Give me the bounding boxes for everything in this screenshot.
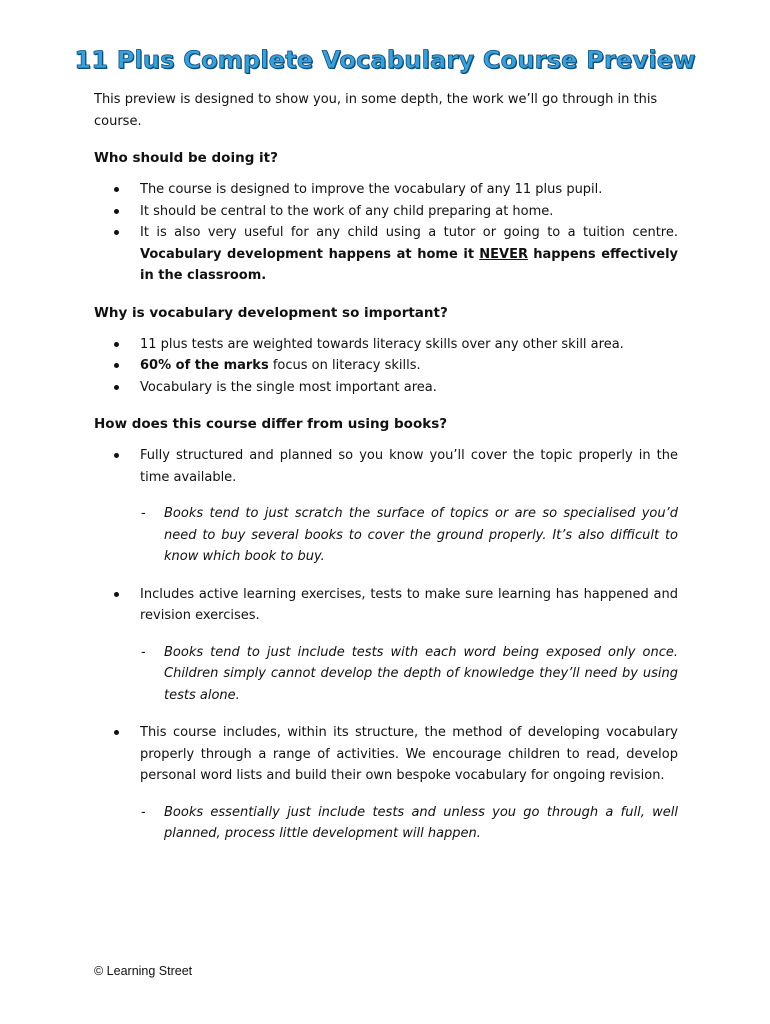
document-body — [94, 89, 678, 849]
list-item: Includes active learning exercises, tests to make sure learning has happened and revision exercises. — [94, 584, 678, 627]
emphasis-text: happens effectively in the classroom. — [140, 246, 678, 283]
emphasis-text: Vocabulary development happens at home it — [140, 246, 475, 262]
list-item: The course is designed to improve the vocabulary of any 11 plus pupil. — [94, 179, 678, 201]
who-list — [94, 179, 678, 287]
bullet-icon — [114, 230, 119, 235]
list-item: It is also very useful for any child using a tutor or going to a tuition centre. Vocabulary development happens at home it NEVER happens effectively in the classroom. — [94, 222, 678, 287]
dash-marker: - — [141, 506, 146, 521]
section-heading-why: Why is vocabulary development so important? — [94, 304, 448, 321]
books-note: - Books tend to just include tests with each word being exposed only once. Children simply cannot develop the depth of knowledge they’ll need by using tests alone. — [94, 642, 678, 707]
how-list-3 — [94, 722, 678, 787]
section-heading-how: How does this course differ from using books? — [94, 416, 448, 432]
intro-paragraph: This preview is designed to show you, in some depth, the work we’ll go through in this course. — [94, 92, 658, 129]
list-item: This course includes, within its structure, the method of developing vocabulary properly through a range of activities. We encourage children to read, develop personal word lists and build their own bespoke vocabulary for ongoing revision. — [94, 722, 678, 787]
bullet-icon — [114, 363, 119, 368]
dash-marker: - — [141, 804, 146, 820]
why-list — [94, 334, 678, 399]
list-item: 60% of the marks focus on literacy skills. — [94, 355, 678, 377]
bullet-icon — [114, 342, 119, 347]
bullet-icon — [114, 209, 119, 214]
how-list — [94, 445, 678, 488]
section-heading-who: Who should be doing it? — [94, 150, 278, 166]
list-item: It should be central to the work of any child preparing at home. — [94, 201, 678, 223]
books-note: - Books tend to just scratch the surface of topics or are so specialised you’d need to buy several books to cover the ground properly. It’s also difficult to know which book to buy. — [94, 503, 678, 568]
dash-marker: - — [141, 644, 146, 660]
copyright-footer: © Learning Street — [94, 964, 193, 978]
bullet-icon — [114, 730, 119, 735]
list-item: 11 plus tests are weighted towards literacy skills over any other skill area. — [94, 334, 678, 356]
bullet-icon — [114, 187, 119, 192]
books-note: - Books essentially just include tests and unless you go through a full, well planned, process little development will happen. — [94, 802, 678, 845]
list-item: Vocabulary is the single most important area. — [94, 377, 678, 399]
bullet-icon — [114, 592, 119, 597]
bullet-icon — [114, 385, 119, 390]
page-title: 11 Plus Complete Vocabulary Course Preview — [74, 46, 696, 74]
bullet-icon — [114, 453, 119, 458]
never-emphasis: NEVER — [479, 246, 528, 262]
how-list-2 — [94, 584, 678, 627]
list-item: Fully structured and planned so you know you’ll cover the topic properly in the time available. — [94, 445, 678, 488]
